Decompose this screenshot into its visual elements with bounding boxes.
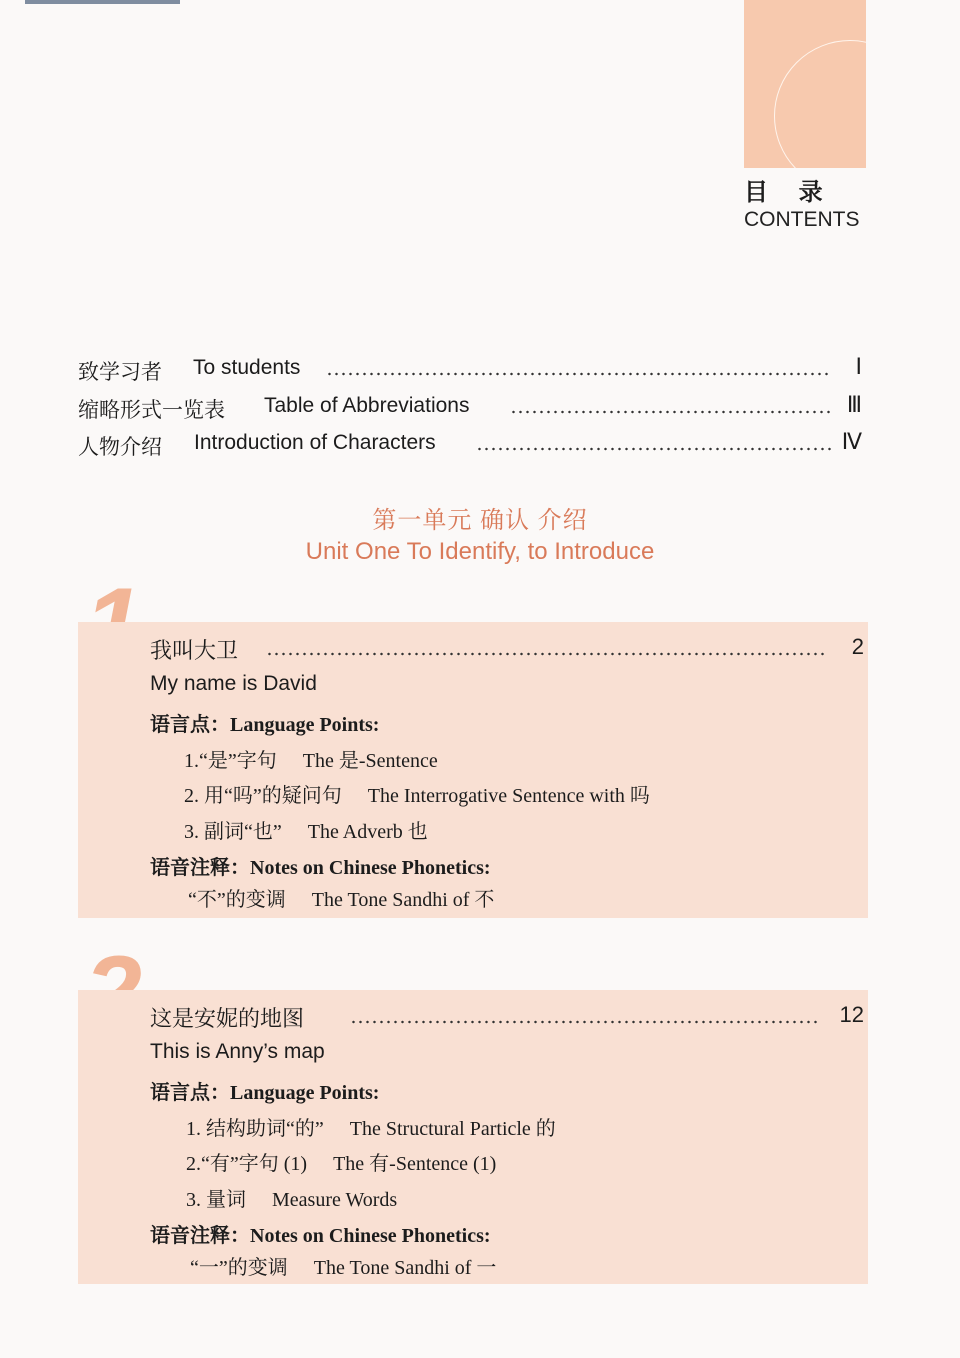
toc-entry-abbreviations[interactable] [78,390,864,424]
point-cn: 2.“有”字句 (1) [186,1153,308,1175]
language-point-item [186,1183,397,1212]
phonetics-en: The Tone Sandhi of 一 [313,1257,497,1279]
point-cn: 3. 量词 [186,1189,246,1211]
phonetics-en: The Tone Sandhi of 不 [311,889,495,911]
point-en: Measure Words [272,1189,398,1211]
leader-dots [326,352,832,380]
phonetics-item [188,883,494,912]
label-en: Notes on Chinese Phonetics: [250,857,491,879]
lesson-title-cn: 我叫大卫 [150,638,239,663]
language-points-heading [150,1076,379,1105]
entry-title-en: Introduction of Characters [194,431,436,454]
lesson-title-en: This is Anny’s map [150,1040,325,1063]
point-cn: 3. 副词“也” [184,821,282,843]
leader-dots [266,632,828,660]
label-en: Language Points: [230,714,380,736]
phonetics-heading [150,1219,491,1248]
phonetics-item [190,1251,496,1280]
language-points-heading [150,708,379,737]
label-en: Language Points: [230,1082,380,1104]
entry-page-number: Ⅰ [855,354,862,379]
toc-entry-characters[interactable] [78,427,864,461]
contents-title-en: CONTENTS [744,208,860,231]
contents-title-cn: 目 录 [744,179,835,206]
point-en: The 有-Sentence (1) [333,1153,497,1175]
label-cn: 语音注释： [150,1225,250,1247]
point-en: The Structural Particle 的 [349,1118,556,1140]
phonetics-cn: “一”的变调 [190,1257,288,1279]
entry-title-cn: 人物介绍 [78,436,162,459]
label-cn: 语言点： [150,1082,230,1104]
point-cn: 1. 结构助词“的” [186,1118,324,1140]
entry-page-number: Ⅲ [846,392,862,417]
leader-dots [476,427,832,455]
lesson-card-1[interactable] [78,622,868,918]
point-en: The Interrogative Sentence with 吗 [367,785,650,807]
entry-page-number: Ⅳ [841,429,862,454]
unit-title-en: Unit One To Identify, to Introduce [305,538,655,565]
lesson-page-number: 2 [851,634,864,659]
unit-title-cn: 第一单元 确认 介绍 [372,507,588,534]
language-point-item [186,1147,496,1176]
label-en: Notes on Chinese Phonetics: [250,1225,491,1247]
corner-decoration [744,0,866,168]
point-en: The 是-Sentence [302,750,438,772]
point-cn: 1.“是”字句 [184,750,277,772]
point-en: The Adverb 也 [307,821,428,843]
toc-entry-to-students[interactable] [78,352,864,386]
lesson-title-cn: 这是安妮的地图 [150,1006,305,1031]
entry-title-cn: 致学习者 [78,361,162,384]
lesson-card-2[interactable] [78,990,868,1284]
point-cn: 2. 用“吗”的疑问句 [184,785,342,807]
lesson-page-number: 12 [839,1002,864,1027]
lesson-title-en: My name is David [150,672,317,695]
entry-title-en: Table of Abbreviations [264,394,470,417]
label-cn: 语言点： [150,714,230,736]
phonetics-cn: “不”的变调 [188,889,286,911]
phonetics-heading [150,851,491,880]
language-point-item [184,744,438,773]
top-edge-strip [25,0,180,4]
language-point-item [184,815,428,844]
leader-dots [350,1000,818,1028]
entry-title-en: To students [193,356,301,379]
leader-dots [510,390,830,418]
label-cn: 语音注释： [150,857,250,879]
entry-title-cn: 缩略形式一览表 [78,399,225,422]
language-point-item [184,779,650,808]
language-point-item [186,1112,556,1141]
